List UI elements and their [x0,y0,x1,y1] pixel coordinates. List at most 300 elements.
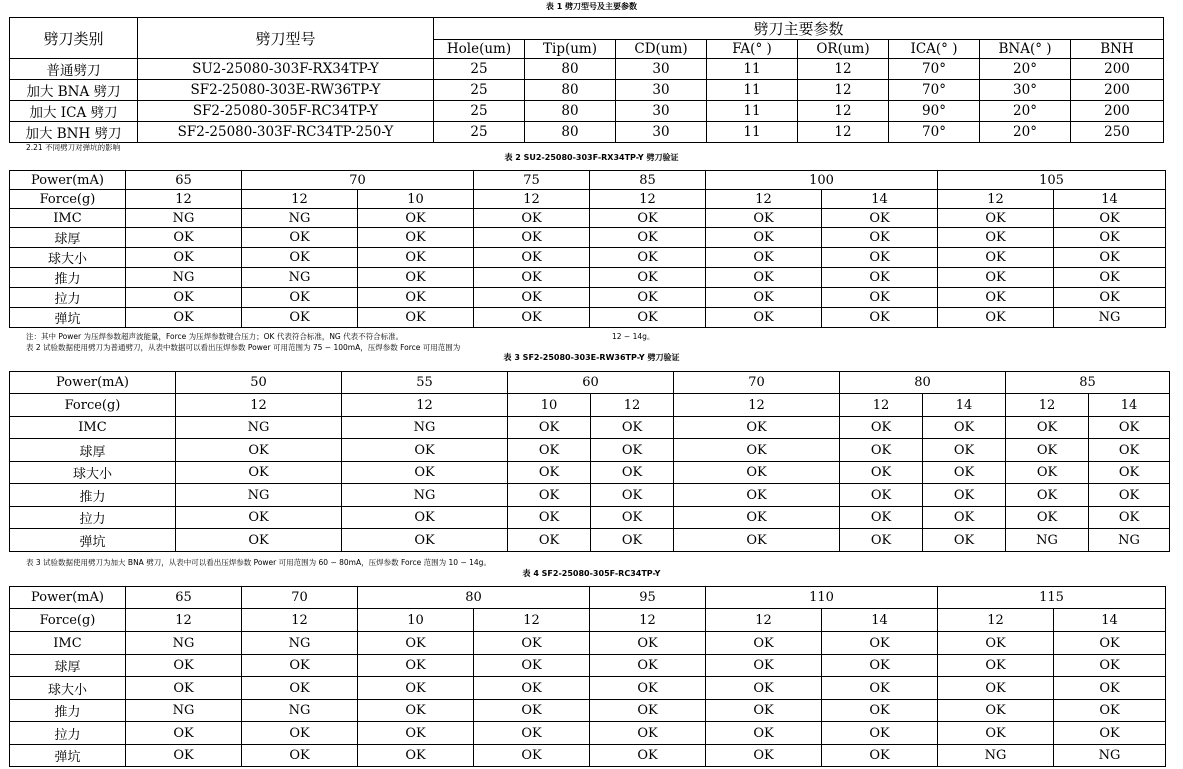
result-cell: OK [474,745,590,767]
force-cell: 12 [674,394,840,417]
force-cell: 14 [1054,609,1166,632]
result-cell: NG [938,745,1054,767]
result-cell: OK [674,439,840,462]
result-cell: OK [126,288,242,308]
result-cell: OK [822,722,938,745]
value-cell: 70° [889,59,980,80]
table-row [10,462,1170,484]
value-cell: 70° [889,122,980,143]
force-header-row [10,609,1166,632]
result-cell: OK [706,745,822,767]
result-cell: OK [591,507,674,529]
param-header: BNA(° ) [980,40,1071,59]
result-cell: OK [938,248,1054,268]
result-cell: OK [840,529,923,552]
note-range: 12 ∽ 14g。 [612,332,655,341]
table-row [10,439,1170,462]
result-cell: OK [358,700,474,722]
table-row [10,677,1166,700]
value-cell: 80 [525,59,616,80]
result-cell: OK [126,228,242,248]
table4-caption: 表 4 SF2-25080-305F-RC34TP-Y [522,569,661,578]
table-row [10,655,1166,677]
power-cell: 110 [706,587,938,609]
power-label: Power(mA) [10,372,176,394]
result-cell: OK [358,268,474,288]
result-cell: OK [923,439,1006,462]
row-label: IMC [10,417,176,439]
force-cell: 10 [358,609,474,632]
category-cell: 加大 ICA 劈刀 [10,101,138,122]
result-cell: OK [590,745,706,767]
result-cell: OK [590,248,706,268]
result-cell: OK [706,268,822,288]
note-table3: 表 3 试验数据使用劈刀为加大 BNA 劈刀，从表中可以看出压焊参数 Power 可用范围为 60 ∽ 80mA，压焊参数 Force 范围为 10 ∽ 14g。 [26,558,491,567]
result-cell: OK [923,529,1006,552]
model-cell: SF2-25080-305F-RC34TP-Y [138,101,434,122]
result-cell: OK [590,677,706,700]
result-cell: OK [242,677,358,700]
table-row [10,484,1170,507]
result-cell: OK [938,228,1054,248]
result-cell: OK [822,248,938,268]
result-cell: NG [342,417,508,439]
force-cell: 12 [590,609,706,632]
force-label: Force(g) [10,394,176,417]
power-cell: 95 [590,587,706,609]
table-row [10,529,1170,552]
result-cell: OK [923,507,1006,529]
result-cell: OK [474,248,590,268]
result-cell: OK [242,288,358,308]
param-header: OR(um) [798,40,889,59]
table-row [10,288,1166,308]
value-cell: 11 [707,59,798,80]
result-cell: NG [126,700,242,722]
value-cell: 70° [889,80,980,101]
power-label: Power(mA) [10,587,126,609]
force-cell: 10 [358,190,474,209]
table-row [10,248,1166,268]
result-cell: OK [242,228,358,248]
force-cell: 12 [706,190,822,209]
result-cell: OK [591,529,674,552]
power-header-row [10,587,1166,609]
category-cell: 普通劈刀 [10,59,138,80]
result-cell: OK [938,722,1054,745]
result-cell: OK [591,462,674,484]
result-cell: OK [474,308,590,328]
result-cell: OK [1006,484,1089,507]
result-cell: OK [840,439,923,462]
result-cell: OK [674,417,840,439]
value-cell: 25 [434,59,525,80]
result-cell: OK [1054,288,1166,308]
result-cell: OK [474,209,590,228]
result-cell: OK [822,700,938,722]
result-cell: OK [358,655,474,677]
power-cell: 70 [674,372,840,394]
result-cell: OK [358,745,474,767]
row-label: IMC [10,632,126,655]
power-header-row [10,372,1170,394]
table3-verification [9,371,1170,552]
force-cell: 14 [822,609,938,632]
result-cell: OK [938,655,1054,677]
result-cell: OK [822,632,938,655]
force-cell: 12 [176,394,342,417]
result-cell: OK [706,722,822,745]
result-cell: OK [1054,228,1166,248]
row-label: IMC [10,209,126,228]
row-label: 球厚 [10,439,176,462]
power-cell: 100 [706,171,938,190]
table-row [10,59,1164,80]
row-label: 球大小 [10,677,126,700]
value-cell: 12 [798,59,889,80]
force-header-row [10,190,1166,209]
result-cell: OK [822,268,938,288]
result-cell: OK [706,228,822,248]
table-row [10,268,1166,288]
result-cell: NG [1054,308,1166,328]
power-cell: 55 [342,372,508,394]
force-cell: 12 [590,190,706,209]
result-cell: OK [474,228,590,248]
power-cell: 105 [938,171,1166,190]
result-cell: NG [1089,529,1170,552]
result-cell: OK [591,484,674,507]
power-header-row [10,171,1166,190]
force-cell: 12 [840,394,923,417]
result-cell: OK [938,288,1054,308]
result-cell: OK [342,439,508,462]
result-cell: OK [508,529,591,552]
table-row [10,80,1164,101]
result-cell: NG [242,268,358,288]
result-cell: OK [923,462,1006,484]
row-label: 球大小 [10,248,126,268]
result-cell: OK [1054,655,1166,677]
power-cell: 65 [126,171,242,190]
table4-verification [9,586,1166,767]
force-cell: 12 [706,609,822,632]
power-cell: 85 [590,171,706,190]
result-cell: OK [840,417,923,439]
result-cell: OK [1006,417,1089,439]
result-cell: OK [674,462,840,484]
result-cell: OK [176,462,342,484]
value-cell: 25 [434,101,525,122]
result-cell: OK [1054,722,1166,745]
result-cell: OK [176,507,342,529]
power-cell: 70 [242,171,474,190]
result-cell: OK [1006,462,1089,484]
param-header: BNH [1071,40,1164,59]
param-header: Hole(um) [434,40,525,59]
value-cell: 30° [980,80,1071,101]
power-cell: 80 [840,372,1006,394]
power-cell: 80 [358,587,590,609]
result-cell: OK [358,308,474,328]
force-cell: 12 [474,609,590,632]
value-cell: 12 [798,80,889,101]
result-cell: OK [474,722,590,745]
row-label: 拉力 [10,507,176,529]
result-cell: NG [1054,745,1166,767]
result-cell: OK [590,288,706,308]
result-cell: OK [591,439,674,462]
row-label: 推力 [10,700,126,722]
result-cell: OK [176,529,342,552]
result-cell: OK [126,677,242,700]
row-label: 球大小 [10,462,176,484]
value-cell: 200 [1071,80,1164,101]
result-cell: OK [508,417,591,439]
result-cell: OK [1054,677,1166,700]
result-cell: OK [358,632,474,655]
row-label: 弹坑 [10,529,176,552]
result-cell: OK [590,655,706,677]
model-cell: SF2-25080-303F-RC34TP-250-Y [138,122,434,143]
table-row [10,122,1164,143]
table-row [10,632,1166,655]
param-header: ICA(° ) [889,40,980,59]
result-cell: OK [822,288,938,308]
table3-caption: 表 3 SF2-25080-303E-RW36TP-Y 劈刀验证 [503,353,680,362]
result-cell: OK [1054,248,1166,268]
result-cell: OK [358,228,474,248]
force-label: Force(g) [10,190,126,209]
result-cell: OK [1006,439,1089,462]
result-cell: OK [242,308,358,328]
result-cell: OK [840,484,923,507]
category-cell: 加大 BNH 劈刀 [10,122,138,143]
table-row [10,700,1166,722]
result-cell: OK [1006,507,1089,529]
result-cell: OK [358,677,474,700]
result-cell: OK [590,308,706,328]
result-cell: OK [706,288,822,308]
force-cell: 12 [1006,394,1089,417]
result-cell: OK [706,700,822,722]
result-cell: OK [840,462,923,484]
result-cell: OK [342,462,508,484]
result-cell: OK [242,722,358,745]
value-cell: 90° [889,101,980,122]
table-row [10,228,1166,248]
value-cell: 11 [707,122,798,143]
result-cell: OK [1089,439,1170,462]
value-cell: 200 [1071,101,1164,122]
force-cell: 12 [591,394,674,417]
force-cell: 12 [342,394,508,417]
table-row [10,209,1166,228]
table2-caption: 表 2 SU2-25080-303F-RX34TP-Y 劈刀验证 [504,153,679,162]
result-cell: OK [126,248,242,268]
result-cell: OK [358,248,474,268]
table-row [10,745,1166,767]
result-cell: OK [822,677,938,700]
value-cell: 12 [798,101,889,122]
table1-caption: 表 1 劈刀型号及主要参数 [545,2,638,11]
table-row [10,308,1166,328]
result-cell: OK [706,209,822,228]
value-cell: 200 [1071,59,1164,80]
value-cell: 25 [434,80,525,101]
result-cell: OK [126,308,242,328]
force-header-row [10,394,1170,417]
result-cell: OK [938,268,1054,288]
result-cell: OK [822,745,938,767]
result-cell: OK [358,722,474,745]
table-row [10,507,1170,529]
result-cell: OK [474,632,590,655]
result-cell: OK [474,288,590,308]
param-header: CD(um) [616,40,707,59]
result-cell: OK [342,507,508,529]
power-cell: 85 [1006,372,1170,394]
result-cell: OK [591,417,674,439]
result-cell: OK [706,655,822,677]
value-cell: 11 [707,80,798,101]
result-cell: OK [242,248,358,268]
result-cell: NG [242,700,358,722]
col-model-header: 劈刀型号 [138,18,434,59]
result-cell: OK [474,700,590,722]
result-cell: OK [938,308,1054,328]
force-cell: 12 [938,609,1054,632]
table2-verification [9,170,1166,328]
category-cell: 加大 BNA 劈刀 [10,80,138,101]
note-line-1: 注：其中 Power 为压焊参数超声波能量，Force 为压焊参数键合压力；OK 代表符合标准，NG 代表不符合标准。 [26,332,404,341]
force-cell: 12 [474,190,590,209]
result-cell: OK [358,209,474,228]
result-cell: OK [822,655,938,677]
result-cell: OK [358,288,474,308]
row-label: 拉力 [10,288,126,308]
power-cell: 65 [126,587,242,609]
param-header: Tip(um) [525,40,616,59]
power-cell: 115 [938,587,1166,609]
result-cell: NG [176,417,342,439]
result-cell: OK [822,308,938,328]
model-cell: SF2-25080-303E-RW36TP-Y [138,80,434,101]
result-cell: NG [242,209,358,228]
value-cell: 12 [798,122,889,143]
model-cell: SU2-25080-303F-RX34TP-Y [138,59,434,80]
result-cell: OK [1054,268,1166,288]
value-cell: 30 [616,101,707,122]
result-cell: OK [474,677,590,700]
result-cell: NG [126,268,242,288]
result-cell: NG [342,484,508,507]
section-note: 2.21 不同劈刀对弹坑的影响 [26,143,121,152]
result-cell: OK [938,700,1054,722]
result-cell: NG [126,209,242,228]
result-cell: OK [126,655,242,677]
force-cell: 10 [508,394,591,417]
force-cell: 12 [126,190,242,209]
value-cell: 80 [525,80,616,101]
result-cell: OK [1054,209,1166,228]
result-cell: OK [706,677,822,700]
result-cell: OK [1054,700,1166,722]
group-header: 劈刀主要参数 [434,18,1164,40]
force-cell: 12 [242,190,358,209]
result-cell: OK [923,484,1006,507]
force-cell: 12 [126,609,242,632]
value-cell: 30 [616,59,707,80]
result-cell: OK [590,228,706,248]
force-cell: 14 [1054,190,1166,209]
result-cell: OK [590,722,706,745]
force-label: Force(g) [10,609,126,632]
result-cell: OK [923,417,1006,439]
table-row [10,101,1164,122]
power-label: Power(mA) [10,171,126,190]
force-cell: 12 [938,190,1054,209]
value-cell: 80 [525,122,616,143]
result-cell: OK [822,228,938,248]
result-cell: OK [126,745,242,767]
value-cell: 30 [616,80,707,101]
result-cell: OK [822,209,938,228]
row-label: 推力 [10,268,126,288]
result-cell: OK [1089,484,1170,507]
result-cell: OK [342,529,508,552]
result-cell: OK [508,439,591,462]
value-cell: 30 [616,122,707,143]
result-cell: OK [674,484,840,507]
value-cell: 20° [980,122,1071,143]
result-cell: OK [590,209,706,228]
value-cell: 250 [1071,122,1164,143]
force-cell: 14 [1089,394,1170,417]
result-cell: NG [126,632,242,655]
result-cell: OK [938,209,1054,228]
power-cell: 50 [176,372,342,394]
value-cell: 25 [434,122,525,143]
row-label: 球厚 [10,655,126,677]
result-cell: OK [242,655,358,677]
result-cell: OK [674,529,840,552]
result-cell: OK [706,308,822,328]
result-cell: OK [938,677,1054,700]
note-line-2: 表 2 试验数据使用劈刀为普通劈刀，从表中数据可以看出压焊参数 Power 可用范围为 75 ∽ 100mA，压焊参数 Force 可用范围为 [26,343,461,352]
power-cell: 75 [474,171,590,190]
result-cell: OK [590,268,706,288]
power-cell: 70 [242,587,358,609]
table-row [10,417,1170,439]
value-cell: 80 [525,101,616,122]
result-cell: OK [126,722,242,745]
result-cell: NG [1006,529,1089,552]
value-cell: 20° [980,101,1071,122]
result-cell: OK [1089,507,1170,529]
result-cell: NG [242,632,358,655]
result-cell: OK [674,507,840,529]
col-category-header: 劈刀类别 [10,18,138,59]
result-cell: OK [1089,462,1170,484]
force-cell: 14 [822,190,938,209]
result-cell: OK [840,507,923,529]
table-row [10,722,1166,745]
value-cell: 20° [980,59,1071,80]
result-cell: OK [474,268,590,288]
cleaver-params-table [9,17,1164,143]
power-cell: 60 [508,372,674,394]
